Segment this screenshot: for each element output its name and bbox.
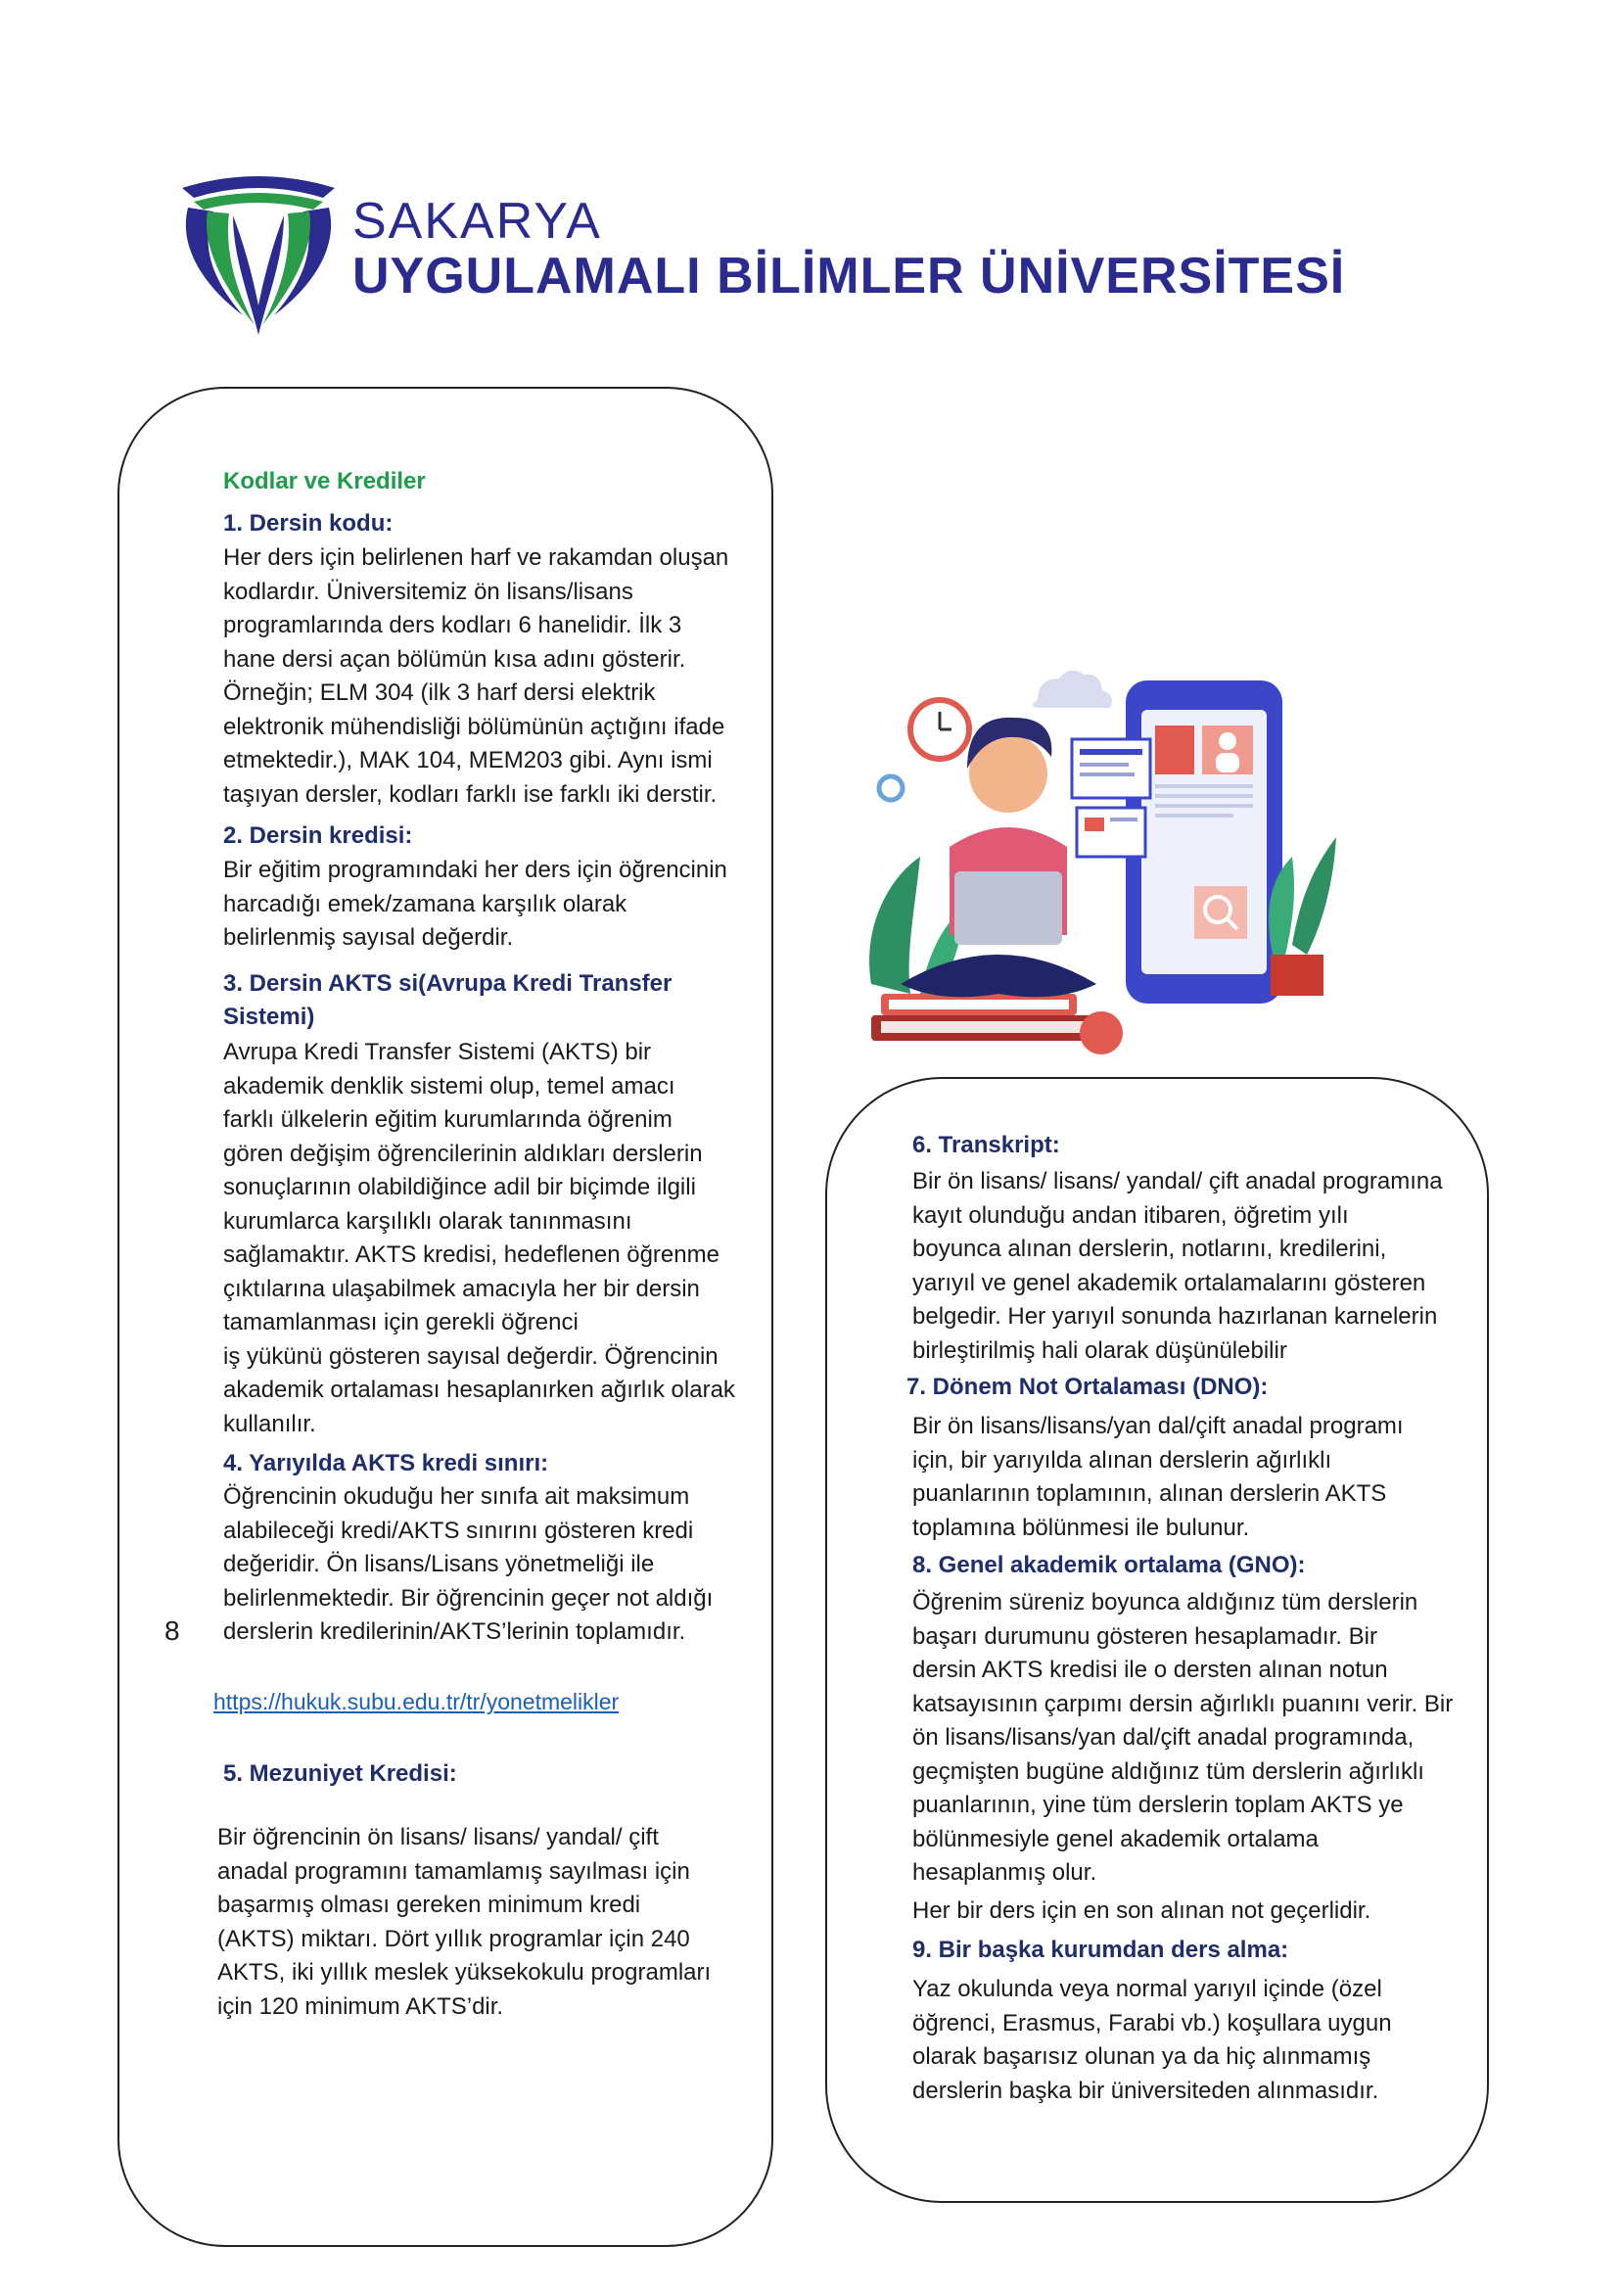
text-line: elektronik mühendisliği bölümünün açtığını ifade: [223, 713, 725, 740]
item8-note: Her bir ders için en son alınan not geçerlidir.: [912, 1897, 1371, 1924]
text-line: Bir ön lisans/ lisans/ yandal/ çift anadal programına: [912, 1168, 1443, 1194]
text-line: Örneğin; ELM 304 (ilk 3 harf dersi elektrik: [223, 679, 656, 706]
text-line: değeridir. Ön lisans/Lisans yönetmeliği ile: [223, 1551, 655, 1577]
text-line: gören değişim öğrencilerinin aldıkları derslerin: [223, 1140, 703, 1167]
text-line: için 120 minimum AKTS’dir.: [217, 1992, 504, 2020]
item9-heading: 9. Bir başka kurumdan ders alma:: [912, 1937, 1289, 1963]
item6-heading: 6. Transkript:: [912, 1132, 1060, 1158]
text-line: tamamlanması için gerekli öğrenci: [223, 1309, 579, 1335]
text-line: kayıt olunduğu andan itibaren, öğretim yılı: [912, 1201, 1349, 1229]
text-line: başarı durumunu gösteren hesaplamadır. Bir: [912, 1622, 1377, 1650]
page-number: 8: [164, 1615, 180, 1646]
text-line: puanlarının, yine tüm derslerin toplam AKTS ye: [912, 1792, 1404, 1818]
student-laptop-illustration: [861, 661, 1341, 1072]
text-line: akademik denklik sistemi olup, temel amacı: [223, 1072, 675, 1100]
text-line: (AKTS) miktarı. Dört yıllık programlar için 240: [217, 1925, 690, 1952]
text-line: hane dersi açan bölümün kısa adını gösterir.: [223, 645, 686, 673]
item9-body: [912, 1973, 1478, 2108]
item5-heading: 5. Mezuniyet Kredisi:: [223, 1760, 457, 1787]
text-line: alabileceği kredi/AKTS sınırını gösteren kredi: [223, 1517, 694, 1544]
text-line: Öğrencinin okuduğu her sınıfa ait maksimum: [223, 1483, 690, 1510]
text-line: olarak başarısız olunan ya da hiç alınmamış: [912, 2043, 1371, 2070]
item6-body: [912, 1165, 1478, 1368]
text-line: katsayısının çarpımı dersin ağırlıklı puanını verir. Bir: [912, 1690, 1454, 1717]
text-line: harcadığı emek/zamana karşılık olarak: [223, 890, 627, 917]
text-line: iş yükünü gösteren sayısal değerdir. Öğrencinin: [223, 1342, 719, 1370]
text-line: boyunca alınan derslerin, notlarını, kredilerini,: [912, 1236, 1387, 1262]
text-line: kodlardır. Üniversitemiz ön lisans/lisans: [223, 578, 633, 605]
text-line: derslerin kredilerinin/AKTS’lerinin toplamıdır.: [223, 1618, 686, 1645]
text-line: Avrupa Kredi Transfer Sistemi (AKTS) bir: [223, 1039, 652, 1065]
item4-body: [223, 1480, 771, 1650]
text-line: belirlenmektedir. Bir öğrencinin geçer not aldığı: [223, 1584, 714, 1612]
university-name-line1: SAKARYA: [352, 193, 602, 250]
university-logo: [174, 168, 343, 343]
item3-heading-line2: Sistemi): [223, 1004, 315, 1030]
regulations-link[interactable]: https://hukuk.subu.edu.tr/tr/yonetmelikler: [213, 1689, 620, 1714]
text-line: ön lisans/lisans/yan dal/çift anadal programında,: [912, 1724, 1415, 1751]
text-line: kurumlarca karşılıklı olarak tanınmasını: [223, 1207, 632, 1235]
text-line: kullanılır.: [223, 1410, 316, 1437]
item3-heading-line1: 3. Dersin AKTS si(Avrupa Kredi Transfer: [223, 970, 673, 997]
text-line: anadal programını tamamlamış sayılması için: [217, 1857, 690, 1885]
text-line: etmektedir.), MAK 104, MEM203 gibi. Aynı ismi: [223, 747, 713, 773]
text-line: öğrenci, Erasmus, Farabi vb.) koşullara uygun: [912, 2009, 1392, 2036]
text-line: toplamına bölünmesi ile bulunur.: [912, 1514, 1250, 1541]
item7-body: [912, 1410, 1478, 1545]
text-line: programlarında ders kodları 6 hanelidir. İlk 3: [223, 612, 682, 638]
text-line: belirlenmiş sayısal değerdir.: [223, 924, 514, 951]
text-line: hesaplanmış olur.: [912, 1859, 1097, 1886]
item2-heading: 2. Dersin kredisi:: [223, 822, 413, 849]
text-line: Bir eğitim programındaki her ders için öğrencinin: [223, 857, 727, 883]
text-line: başarmış olması gereken minimum kredi: [217, 1892, 641, 1918]
item3-body: [223, 1036, 771, 1441]
item8-body: [912, 1586, 1478, 1891]
item2-body: [223, 854, 771, 956]
text-line: Yaz okulunda veya normal yarıyıl içinde (özel: [912, 1976, 1382, 2002]
text-line: çıktılarına ulaşabilmek amacıyla her bir dersin: [223, 1275, 700, 1302]
item5-body: [217, 1821, 741, 2024]
item7-heading: 7. Dönem Not Ortalaması (DNO):: [906, 1374, 1269, 1400]
text-line: yarıyıl ve genel akademik ortalamalarını gösteren: [912, 1269, 1426, 1296]
item8-heading: 8. Genel akademik ortalama (GNO):: [912, 1552, 1306, 1578]
text-line: dersin AKTS kredisi ile o dersten alınan notun: [912, 1657, 1388, 1683]
text-line: derslerin başka bir üniversiteden alınmasıdır.: [912, 2077, 1379, 2104]
item4-heading: 4. Yarıyılda AKTS kredi sınırı:: [223, 1450, 549, 1476]
text-line: birleştirilmiş hali olarak düşünülebilir: [912, 1336, 1287, 1364]
text-line: AKTS, iki yıllık meslek yüksekokulu programları: [217, 1959, 712, 1986]
text-line: Bir ön lisans/lisans/yan dal/çift anadal programı: [912, 1413, 1404, 1439]
item3-heading: [223, 967, 672, 1034]
text-line: sonuçlarının olabildiğince adil bir biçimde ilgili: [223, 1174, 696, 1200]
university-name-line2: UYGULAMALI BİLİMLER ÜNİVERSİTESİ: [352, 248, 1346, 304]
text-line: puanlarının toplamının, alınan derslerin AKTS: [912, 1480, 1387, 1507]
text-line: Her ders için belirlenen harf ve rakamdan oluşan: [223, 544, 729, 571]
text-line: bölünmesiyle genel akademik ortalama: [912, 1825, 1319, 1852]
text-line: Öğrenim süreniz boyunca aldığınız tüm derslerin: [912, 1589, 1418, 1615]
item1-body: [223, 541, 771, 812]
text-line: Bir öğrencinin ön lisans/ lisans/ yandal/ çift: [217, 1824, 659, 1850]
text-line: belgedir. Her yarıyıl sonunda hazırlanan karnelerin: [912, 1303, 1438, 1330]
text-line: taşıyan dersler, kodları farklı ise farklı iki derstir.: [223, 780, 718, 808]
item1-heading: 1. Dersin kodu:: [223, 510, 394, 537]
section-title: Kodlar ve Krediler: [223, 468, 426, 494]
text-line: akademik ortalaması hesaplanırken ağırlık olarak: [223, 1377, 735, 1403]
text-line: sağlamaktır. AKTS kredisi, hedeflenen öğrenme: [223, 1241, 719, 1268]
text-line: farklı ülkelerin eğitim kurumlarında öğrenim: [223, 1106, 673, 1133]
text-line: için, bir yarıyılda alınan derslerin ağırlıklı: [912, 1446, 1332, 1474]
text-line: geçmişten bugüne aldığınız tüm derslerin ağırlıklı: [912, 1757, 1424, 1785]
